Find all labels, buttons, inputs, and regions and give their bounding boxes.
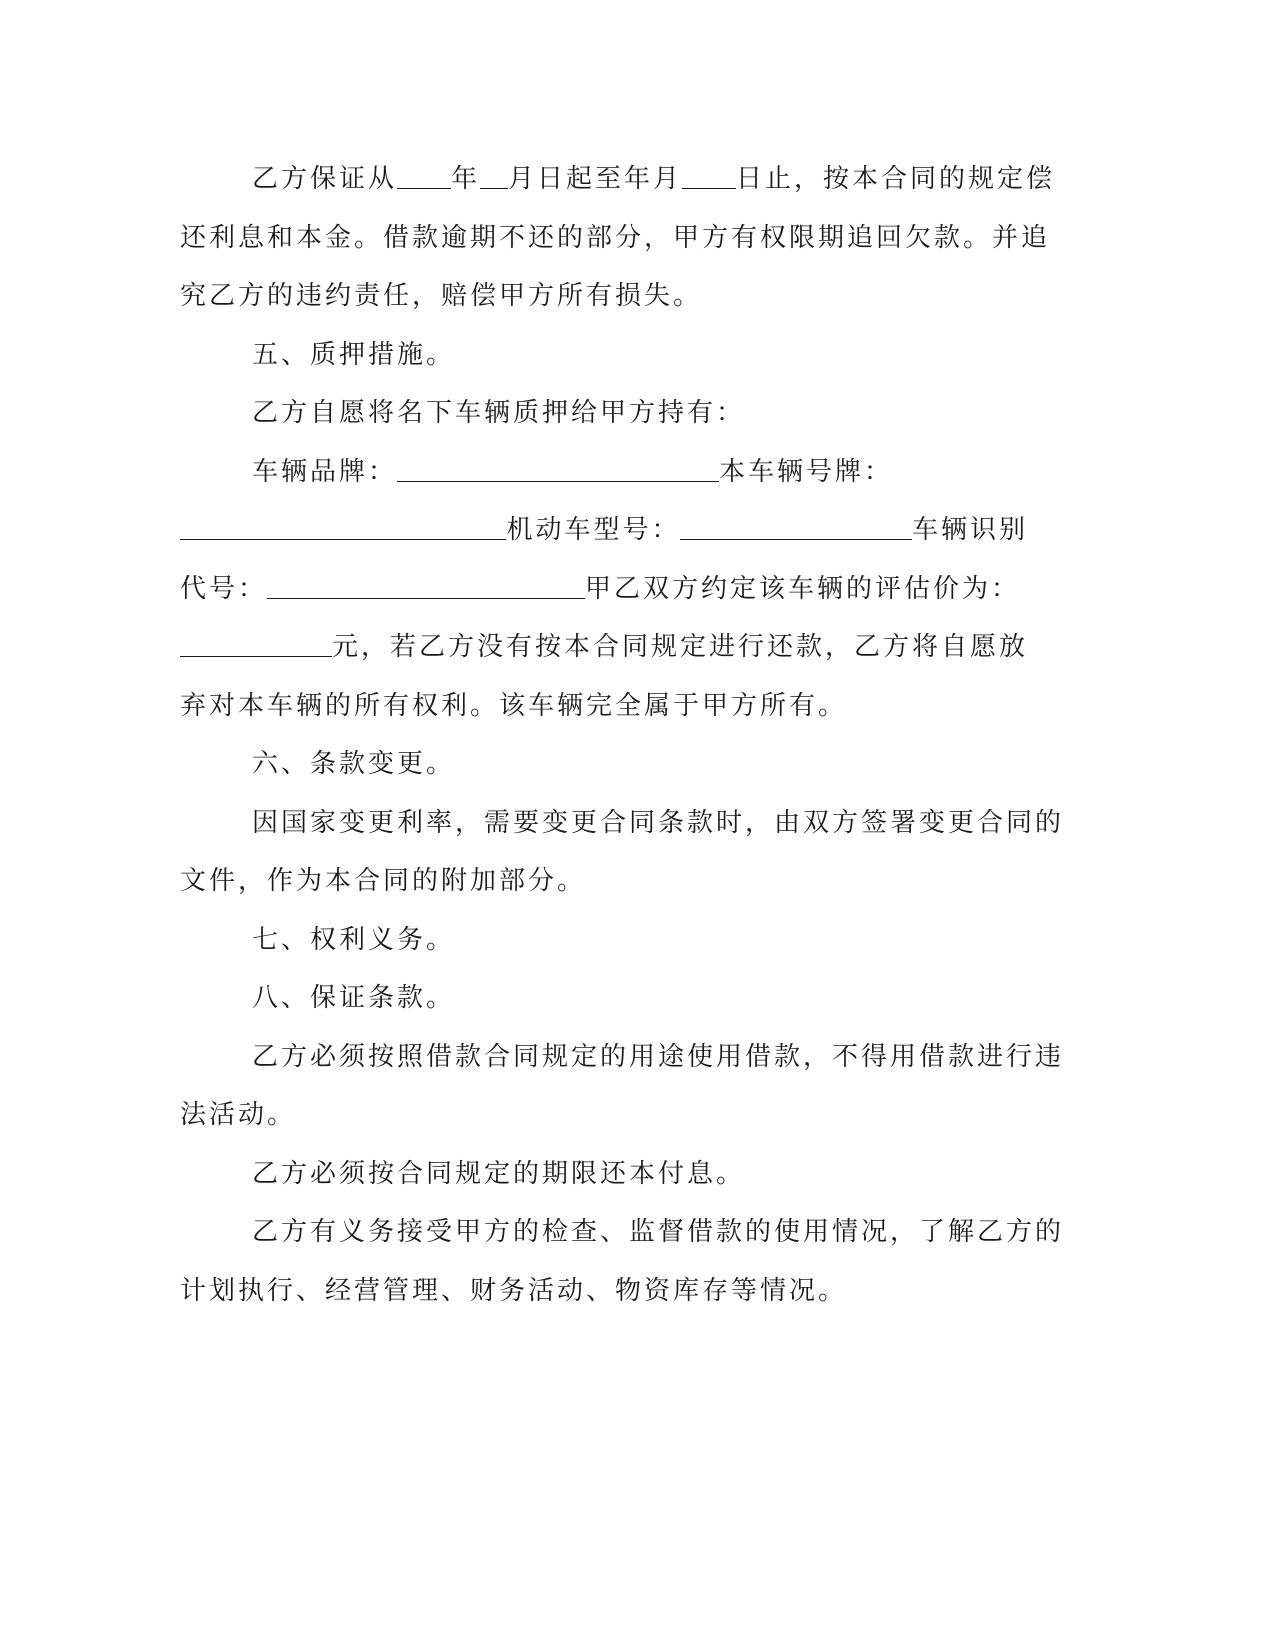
fill-blank-day[interactable] <box>682 158 736 189</box>
section-heading-6: 六、条款变更。 <box>252 749 456 779</box>
vehicle-vin-line <box>180 560 1028 619</box>
vehicle-vin-label-a: 车辆识别 <box>911 515 1028 545</box>
section-heading-5: 五、质押措施。 <box>252 339 456 370</box>
paragraph-inspection-line-1: 乙方有义务接受甲方的检查、监督借款的使用情况，了解乙方的 <box>252 1217 1065 1247</box>
paragraph-usage-line-1: 乙方必须按照借款合同规定的用途使用借款，不得用借款进行违 <box>252 1041 1065 1072</box>
fill-blank-year[interactable] <box>397 158 451 189</box>
paragraph-repayment-line-2: 还利息和本金。借款逾期不还的部分，甲方有权限期追回欠款。并追 <box>180 222 1051 253</box>
vehicle-value-blank[interactable] <box>180 626 332 657</box>
section-heading-8: 八、保证条款。 <box>252 983 456 1013</box>
paragraph-inspection-line-2: 计划执行、经营管理、财务活动、物资库存等情况。 <box>180 1275 848 1306</box>
paragraph-repayment-line-3: 究乙方的违约责任，赔偿甲方所有损失。 <box>180 281 703 311</box>
vehicle-value-text: 元，若乙方没有按本合同规定进行还款，乙方将自愿放 <box>331 632 1028 662</box>
vehicle-brand-blank[interactable] <box>397 451 719 482</box>
document-page <box>180 150 1065 1320</box>
vehicle-model-line <box>180 501 1028 560</box>
vehicle-brand-label: 车辆品牌： <box>252 456 398 487</box>
fill-blank-month[interactable] <box>480 158 508 189</box>
paragraph-repay-term: 乙方必须按合同规定的期限还本付息。 <box>252 1158 746 1189</box>
text-segment: 月日起至年月 <box>508 164 683 194</box>
paragraph-terms-change-line-1: 因国家变更利率，需要变更合同条款时，由双方签署变更合同的 <box>252 807 1065 838</box>
vehicle-waiver-line: 弃对本车辆的所有权利。该车辆完全属于甲方所有。 <box>180 690 848 721</box>
vehicle-vin-label-b: 代号： <box>180 573 268 604</box>
text-segment: 年 <box>451 164 481 194</box>
vehicle-vin-blank[interactable] <box>267 568 585 599</box>
paragraph-pledge: 乙方自愿将名下车辆质押给甲方持有： <box>252 398 746 428</box>
vehicle-model-blank[interactable] <box>680 509 912 540</box>
text-segment: 日止，按本合同的规定偿 <box>736 164 1056 194</box>
vehicle-model-label: 机动车型号： <box>506 515 681 545</box>
paragraph-usage-line-2: 法活动。 <box>180 1100 297 1130</box>
text-segment: 乙方保证从 <box>252 164 398 194</box>
paragraph-terms-change-line-2: 文件，作为本合同的附加部分。 <box>180 866 587 896</box>
vehicle-plate-blank[interactable] <box>180 509 506 540</box>
vehicle-value-line <box>180 618 1028 677</box>
paragraph-repayment-line-1 <box>180 150 1056 209</box>
vehicle-plate-label: 本车辆号牌： <box>719 456 894 487</box>
vehicle-value-label: 甲乙双方约定该车辆的评估价为： <box>585 573 1021 604</box>
section-heading-7: 七、权利义务。 <box>252 924 456 955</box>
vehicle-brand-line <box>180 443 1028 502</box>
